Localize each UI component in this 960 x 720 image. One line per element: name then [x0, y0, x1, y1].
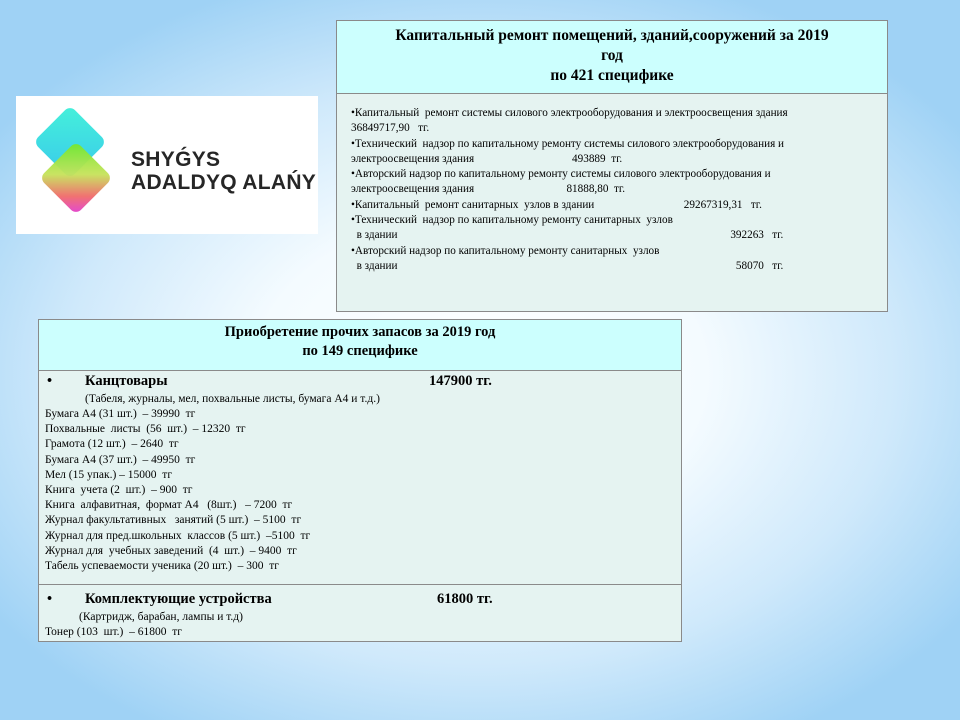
inventory-header [39, 320, 681, 371]
section-note: (Картридж, барабан, лампы и т.д) [79, 611, 243, 623]
capital-repair-title-line-2: год [601, 47, 623, 64]
capital-repair-line: •Авторский надзор по капитальному ремонту системы силового электрооборудования и [351, 168, 771, 181]
list-item: Журнал для учебных заведений (4 шт.) – 9400 тг [45, 544, 297, 557]
logo-line-1: SHYǴYS [131, 148, 221, 171]
list-item: Тонер (103 шт.) – 61800 тг [45, 626, 182, 638]
bullet-icon: • [47, 373, 53, 389]
capital-repair-body [337, 94, 887, 274]
capital-repair-line: •Авторский надзор по капитальному ремонту санитарных узлов [351, 244, 660, 257]
capital-repair-line: электроосвещения здания 493889 тг. [351, 152, 623, 165]
capital-repair-line: •Технический надзор по капитальному ремонту санитарных узлов [351, 214, 673, 227]
section-amount: 61800 тг. [437, 591, 493, 607]
capital-repair-line: в здании 58070 тг. [351, 259, 784, 272]
capital-repair-line: •Капитальный ремонт системы силового электрооборудования и электроосвещения здания [351, 107, 788, 119]
inventory-table [38, 319, 682, 642]
bullet-icon: • [47, 591, 53, 607]
list-item: Журнал для пред.школьных классов (5 шт.) –5100 тг [45, 529, 311, 542]
logo [16, 96, 318, 234]
section-name: Канцтовары [85, 373, 168, 389]
list-item: Бумага А4 (31 шт.) – 39990 тг [45, 408, 196, 420]
capital-repair-table [336, 20, 888, 312]
list-item: Книга алфавитная, формат А4 (8шт.) – 7200 тг [45, 499, 293, 512]
capital-repair-line: 36849717,90 тг. [351, 122, 430, 135]
capital-repair-line: электроосвещения здания 81888,80 тг. [351, 183, 626, 196]
inventory-section-stationery [39, 371, 681, 585]
section-name: Комплектующие устройства [85, 591, 272, 607]
capital-repair-line: •Капитальный ремонт санитарных узлов в здании 29267319,31 тг. [351, 198, 762, 211]
inventory-section-components [39, 585, 681, 640]
logo-line-2: ADALDYQ ALAŃY [131, 171, 317, 194]
section-note: (Табеля, журналы, мел, похвальные листы, бумага А4 и т.д.) [85, 393, 380, 405]
capital-repair-title-line-1: Капитальный ремонт помещений, зданий,сооружений за 2019 [395, 27, 829, 44]
logo-text [131, 148, 316, 194]
list-item: Грамота (12 шт.) – 2640 тг [45, 438, 179, 451]
list-item: Книга учета (2 шт.) – 900 тг [45, 484, 193, 497]
logo-mark-icon [24, 108, 124, 218]
capital-repair-line: •Технический надзор по капитальному ремонту системы силового электрооборудования и [351, 137, 785, 150]
section-title-row [45, 590, 681, 610]
list-item: Табель успеваемости ученика (20 шт.) – 300 тг [45, 560, 279, 573]
list-item: Журнал факультативных занятий (5 шт.) – 5100 тг [45, 514, 302, 527]
section-title-row [45, 372, 681, 392]
section-amount: 147900 тг. [429, 373, 492, 389]
list-item: Мел (15 упак.) – 15000 тг [45, 468, 173, 481]
capital-repair-header [337, 21, 887, 94]
capital-repair-title-line-3: по 421 специфике [550, 67, 674, 84]
inventory-title-line-2: по 149 специфике [302, 343, 418, 359]
inventory-title-line-1: Приобретение прочих запасов за 2019 год [224, 324, 496, 340]
list-item: Похвальные листы (56 шт.) – 12320 тг [45, 423, 246, 436]
capital-repair-line: в здании 392263 тг. [351, 229, 784, 242]
list-item: Бумага А4 (37 шт.) – 49950 тг [45, 453, 196, 466]
